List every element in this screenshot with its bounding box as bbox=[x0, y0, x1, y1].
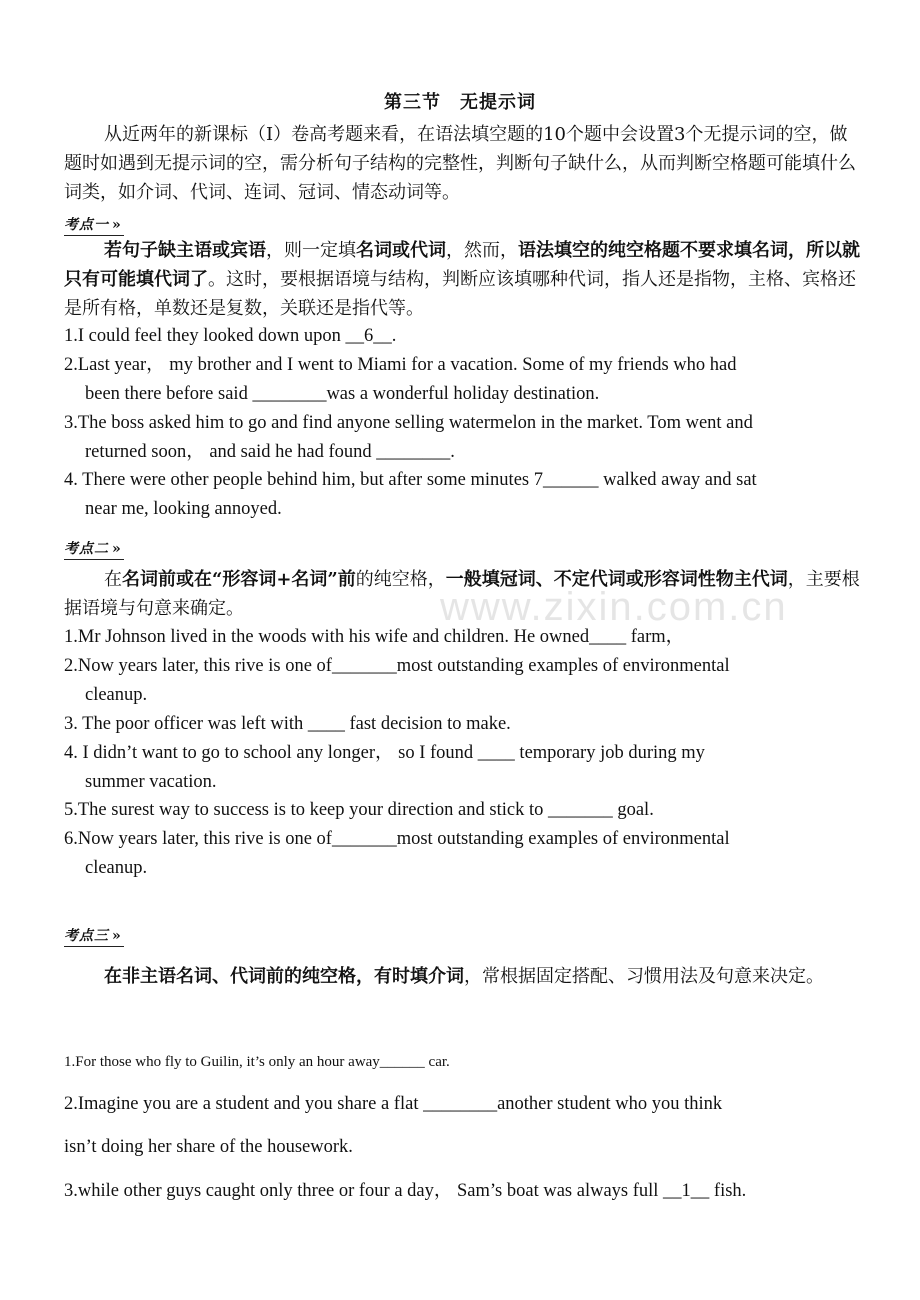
double-chevron-icon: » bbox=[112, 217, 122, 233]
s2-question-3: 3. The poor officer was left with ____ fast decision to make. bbox=[64, 714, 511, 734]
section-title: 第三节 无提示词 bbox=[384, 92, 536, 113]
s3-question-2b: isn’t doing her share of the housework. bbox=[64, 1137, 353, 1157]
kaodian-1-description: 若句子缺主语或宾语，则一定填名词或代词，然而，语法填空的纯空格题不要求填名词，所以就只有可能填代词了。这时，要根据语境与结构，判断应该填哪种代词，指人还是指物，主格、宾格还是所有格，单数还是复数，关联还是指代等。 bbox=[64, 240, 860, 319]
kaodian-2-description: 在名词前或在“形容词+名词”前的纯空格，一般填冠词、不定代词或形容词性物主代词，主要根据语境与句意来确定。 bbox=[64, 569, 860, 619]
s3-question-1: 1.For those who fly to Guilin, it’s only an hour away______ car. bbox=[64, 1054, 450, 1070]
s1-question-1: 1.I could feel they looked down upon __6__. bbox=[64, 326, 397, 346]
double-chevron-icon: » bbox=[112, 928, 122, 944]
s3-question-2a: 2.Imagine you are a student and you share a flat ________another student who you think bbox=[64, 1094, 723, 1114]
s1-question-2: 2.Last year， my brother and I went to Miami for a vacation. Some of my friends who had been there before said ________was a wonderful holiday destination. bbox=[64, 355, 737, 404]
s2-question-6: 6.Now years later, this rive is one of_______most outstanding examples of environmental cleanup. bbox=[64, 829, 730, 878]
watermark: www.zixin.com.cn bbox=[440, 585, 788, 629]
s2-question-1: 1.Mr Johnson lived in the woods with his wife and children. He owned____ farm， bbox=[64, 627, 685, 647]
double-chevron-icon: » bbox=[112, 541, 122, 557]
kaodian-1-label: 考点一 » bbox=[64, 214, 124, 236]
s2-question-5: 5.The surest way to success is to keep your direction and stick to _______ goal. bbox=[64, 800, 654, 820]
intro-paragraph: 从近两年的新课标（Ⅰ）卷高考题来看，在语法填空题的10个题中会设置3个无提示词的空，做题时如遇到无提示词的空，需分析句子结构的完整性，判断句子缺什么，从而判断空格题可能填什么词类，如介词、代词、连词、冠词、情态动词等。 bbox=[64, 124, 856, 203]
kaodian-3-label: 考点三 » bbox=[64, 925, 124, 947]
kaodian-3-description: 在非主语名词、代词前的纯空格，有时填介词，常根据固定搭配、习惯用法及句意来决定。 bbox=[104, 966, 824, 987]
s2-question-2: 2.Now years later, this rive is one of_______most outstanding examples of environmental cleanup. bbox=[64, 656, 730, 705]
s2-question-4: 4. I didn’t want to go to school any longer， so I found ____ temporary job during my summer vacation. bbox=[64, 743, 705, 792]
s1-question-3: 3.The boss asked him to go and find anyone selling watermelon in the market. Tom went and returned soon， and said he had found ________. bbox=[64, 413, 753, 462]
s3-question-3: 3.while other guys caught only three or four a day， Sam’s boat was always full __1__ fish. bbox=[64, 1181, 747, 1201]
s1-question-4: 4. There were other people behind him, but after some minutes 7______ walked away and sat near me, looking annoyed. bbox=[64, 470, 757, 519]
kaodian-2-label: 考点二 » bbox=[64, 538, 124, 560]
